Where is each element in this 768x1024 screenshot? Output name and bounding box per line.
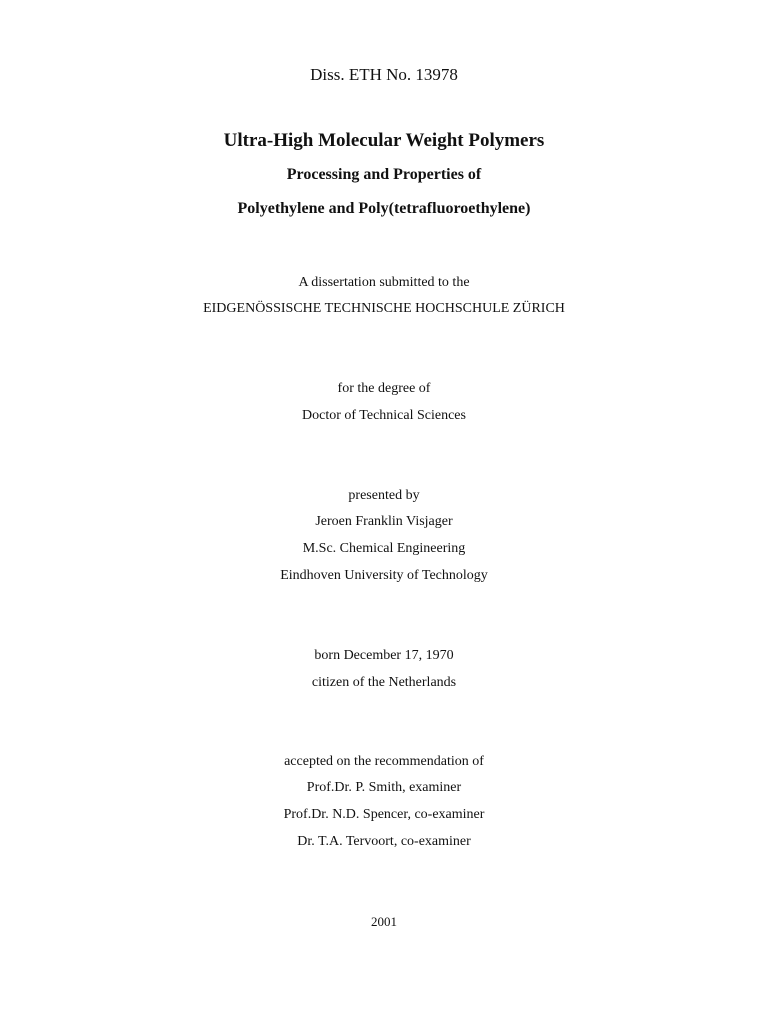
author-university: Eindhoven University of Technology: [280, 568, 488, 583]
birth-date: born December 17, 1970: [314, 648, 454, 663]
degree-name: Doctor of Technical Sciences: [302, 408, 466, 423]
author-qualification: M.Sc. Chemical Engineering: [302, 541, 466, 556]
author-name: Jeroen Franklin Visjager: [315, 514, 453, 529]
presented-by-text: presented by: [348, 488, 420, 503]
examiner: Prof.Dr. P. Smith, examiner: [306, 780, 462, 795]
page-title: Ultra-High Molecular Weight Polymers: [223, 130, 545, 151]
co-examiner-1: Prof.Dr. N.D. Spencer, co-examiner: [283, 807, 485, 822]
degree-intro-text: for the degree of: [337, 381, 431, 396]
subtitle-line-2: Polyethylene and Poly(tetrafluoroethylene): [237, 200, 531, 217]
submitted-to-text: A dissertation submitted to the: [298, 275, 470, 290]
accepted-text: accepted on the recommendation of: [284, 754, 484, 769]
subtitle-line-1: Processing and Properties of: [286, 166, 482, 183]
institution-name: EIDGENÖSSISCHE TECHNISCHE HOCHSCHULE ZÜRICH: [203, 301, 565, 316]
citizenship: citizen of the Netherlands: [311, 675, 457, 690]
publication-year: 2001: [371, 914, 397, 929]
diss-number: Diss. ETH No. 13978: [310, 65, 458, 84]
co-examiner-2: Dr. T.A. Tervoort, co-examiner: [297, 834, 471, 849]
